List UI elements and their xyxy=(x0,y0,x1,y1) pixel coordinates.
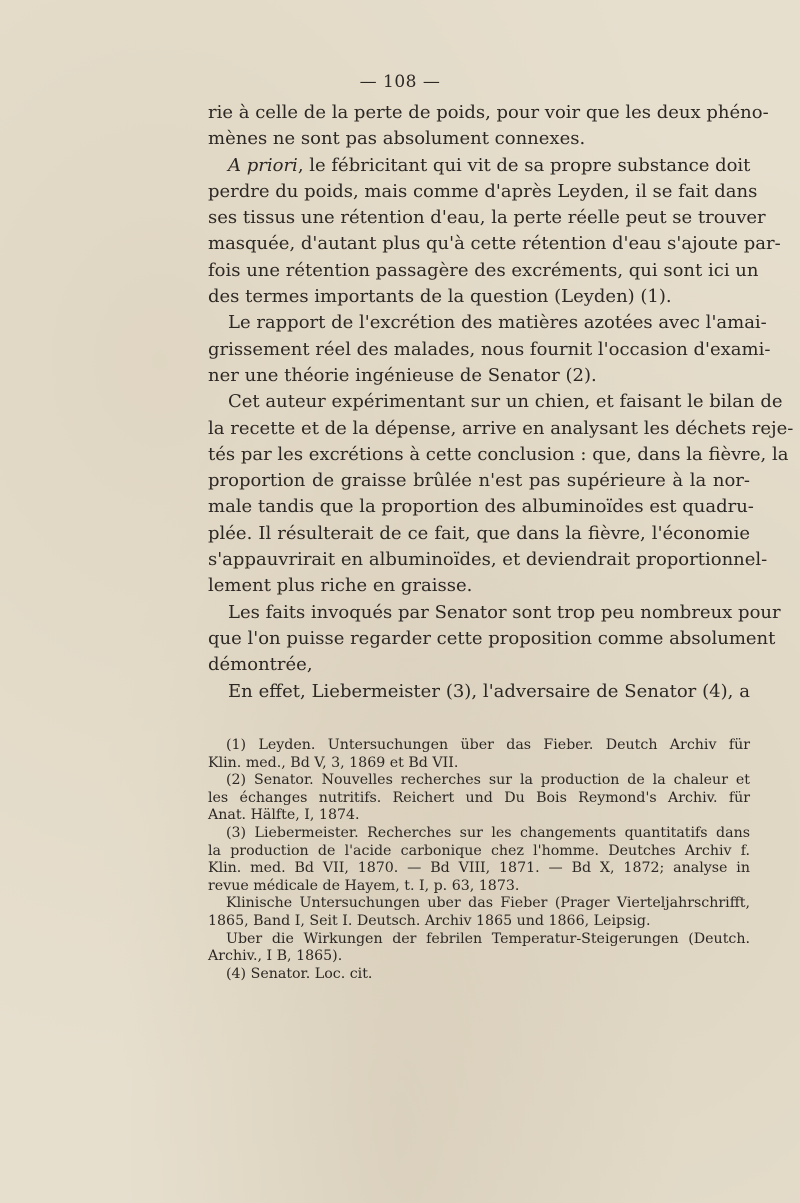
footnote-line: la production de l'acide carbonique chez l'homme. Deutches Archiv f. xyxy=(208,842,750,859)
body-line: mènes ne sont pas absolument connexes. xyxy=(208,128,586,150)
body-line: En effet, Liebermeister (3), l'adversaire de Senator (4), a xyxy=(228,680,750,702)
footnote-line: Klin. med. Bd VII, 1870. — Bd VIII, 1871. — Bd X, 1872; analyse in xyxy=(208,860,750,877)
body-line: male tandis que la proportion des albuminoïdes est quadru- xyxy=(208,496,754,518)
body-line: grissement réel des malades, nous fournit l'occasion d'exami- xyxy=(208,338,771,360)
footnote-line: Uber die Wirkungen der febrilen Temperatur-Steigerungen (Deutch. xyxy=(226,930,750,947)
body-line: Les faits invoqués par Senator sont trop peu nombreux pour xyxy=(228,601,781,623)
body-line: proportion de graisse brûlée n'est pas supérieure à la nor- xyxy=(208,470,750,492)
footnote-line: revue médicale de Hayem, t. I, p. 63, 1873. xyxy=(208,877,520,894)
body-text xyxy=(208,100,794,705)
footnote-line: (4) Senator. Loc. cit. xyxy=(226,965,373,982)
body-line: ner une théorie ingénieuse de Senator (2). xyxy=(208,364,597,386)
body-line: A priori, le fébricitant qui vit de sa propre substance doit xyxy=(228,154,751,176)
footnote-line: 1865, Band I, Seit I. Deutsch. Archiv 1865 und 1866, Leipsig. xyxy=(208,912,651,929)
footnote-line: Klinische Untersuchungen uber das Fieber (Prager Vierteljahrschrifft, xyxy=(226,895,750,912)
body-line: démontrée, xyxy=(208,654,313,676)
body-line: rie à celle de la perte de poids, pour voir que les deux phéno- xyxy=(208,102,769,123)
page-number: — 108 — xyxy=(359,72,441,92)
body-line: Cet auteur expérimentant sur un chien, et faisant le bilan de xyxy=(228,391,783,413)
footnote-line: Klin. med., Bd V, 3, 1869 et Bd VII. xyxy=(208,754,459,771)
body-line: fois une rétention passagère des excréments, qui sont ici un xyxy=(208,259,759,281)
body-line: que l'on puisse regarder cette proposition comme absolument xyxy=(208,627,776,649)
body-line: ses tissus une rétention d'eau, la perte réelle peut se trouver xyxy=(208,207,766,229)
body-line: la recette et de la dépense, arrive en analysant les déchets reje- xyxy=(208,417,794,439)
body-line: s'appauvrirait en albuminoïdes, et deviendrait proportionnel- xyxy=(208,549,768,571)
body-line: masquée, d'autant plus qu'à cette rétention d'eau s'ajoute par- xyxy=(208,233,781,255)
footnote-line: (2) Senator. Nouvelles recherches sur la production de la chaleur et xyxy=(226,772,750,789)
footnote-line: Archiv., I B, 1865). xyxy=(208,948,343,965)
footnote-line: (1) Leyden. Untersuchungen über das Fieber. Deutch Archiv für xyxy=(226,737,750,753)
body-line: Le rapport de l'excrétion des matières azotées avec l'amai- xyxy=(228,312,767,334)
footnote-line: (3) Liebermeister. Recherches sur les changements quantitatifs dans xyxy=(226,824,750,841)
body-line: lement plus riche en graisse. xyxy=(208,575,473,597)
body-line: tés par les excrétions à cette conclusion : que, dans la fièvre, la xyxy=(208,443,789,465)
body-line: perdre du poids, mais comme d'après Leyden, il se fait dans xyxy=(208,180,758,202)
body-line: plée. Il résulterait de ce fait, que dans la fièvre, l'économie xyxy=(208,522,750,544)
footnote-line: Anat. Hälfte, I, 1874. xyxy=(208,807,360,824)
body-line: des termes importants de la question (Leyden) (1). xyxy=(208,286,672,308)
footnotes xyxy=(208,737,750,983)
footnote-line: les échanges nutritifs. Reichert und Du Bois Reymond's Archiv. für xyxy=(208,789,750,806)
